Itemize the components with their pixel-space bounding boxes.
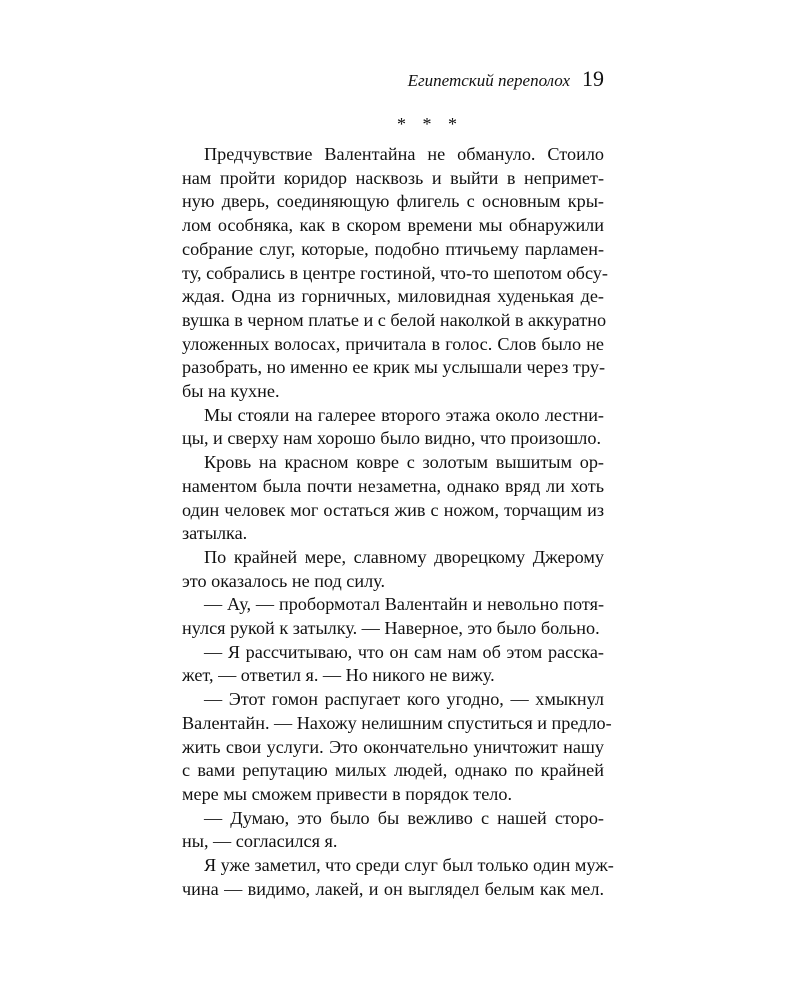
text-line: — Этот гомон распугает кого угодно, — хмыкнул — [204, 689, 604, 710]
text-line: Предчувствие Валентайна не обмануло. Стоило — [204, 144, 604, 164]
text-line: нам пройти коридор насквозь и выйти в непримет- — [182, 167, 604, 188]
text-line: — Я рассчитываю, что он сам нам об этом расска- — [204, 641, 604, 662]
text-line: цы, и сверху нам хорошо было видно, что произошло. — [182, 428, 602, 449]
text-line: затылка. — [182, 523, 248, 544]
text-line: Я уже заметил, что среди слуг был только один муж- — [204, 855, 614, 876]
text-line: чина — видимо, лакей, и он выглядел белым как мел. — [182, 878, 604, 899]
text-line: собрание слуг, которые, подобно птичьему парламен- — [182, 238, 604, 259]
running-title: Египетский переполох — [407, 71, 570, 90]
text-line: нулся рукой к затылку. — Наверное, это было больно. — [182, 618, 600, 639]
text-line: лом особняка, как в скором времени мы обнаружили — [182, 215, 604, 236]
page-number: 19 — [582, 66, 604, 91]
text-line: По крайней мере, славному дворецкому Джерому — [204, 546, 604, 567]
text-line: это оказалось не под силу. — [182, 570, 385, 591]
text-line: разобрать, но именно ее крик мы услышали через тру- — [182, 357, 606, 378]
text-line: уложенных волосах, причитала в голос. Слов было не — [182, 333, 604, 354]
body-text — [158, 143, 614, 902]
text-line: ны, — согласился я. — [182, 831, 338, 852]
text-line: жет, — ответил я. — Но никого не вижу. — [182, 665, 495, 686]
paragraph — [158, 451, 604, 546]
section-separator: * * * — [397, 114, 463, 134]
text-line: — Ау, — пробормотал Валентайн и невольно потя- — [204, 594, 604, 615]
paragraph — [158, 143, 608, 404]
running-header — [408, 66, 604, 92]
paragraph — [158, 546, 604, 593]
paragraph — [158, 854, 614, 901]
text-line: Кровь на красном ковре с золотым вышитым ор- — [204, 452, 604, 473]
paragraph — [158, 807, 604, 854]
text-line: вушка в черном платье и с белой наколкой в аккуратно — [182, 309, 607, 330]
text-line: один человек мог остаться жив с ножом, торчащим из — [182, 499, 604, 520]
text-line: ту, собрались в центре гостиной, что-то шепотом обсу- — [182, 262, 608, 283]
text-line: наментом была почти незаметна, однако вряд ли хоть — [182, 475, 604, 496]
text-line: мере мы сможем привести в порядок тело. — [182, 783, 513, 804]
paragraph — [158, 593, 604, 640]
paragraph — [158, 688, 612, 807]
paragraph — [158, 641, 604, 688]
text-line: с вами репутацию милых людей, однако по крайней — [182, 760, 604, 781]
text-line: ждая. Одна из горничных, миловидная худенькая де- — [182, 286, 604, 307]
text-line: бы на кухне. — [182, 381, 280, 402]
text-line: жить свои услуги. Это окончательно уничтожит нашу — [182, 736, 604, 757]
paragraph — [158, 404, 604, 451]
text-line: Мы стояли на галерее второго этажа около лестни- — [204, 404, 604, 425]
text-line: ную дверь, соединяющую флигель с основным кры- — [182, 191, 604, 212]
text-line: — Думаю, это было бы вежливо с нашей сторо- — [204, 807, 604, 828]
text-line: Валентайн. — Нахожу нелишним спуститься и предло- — [182, 712, 612, 733]
